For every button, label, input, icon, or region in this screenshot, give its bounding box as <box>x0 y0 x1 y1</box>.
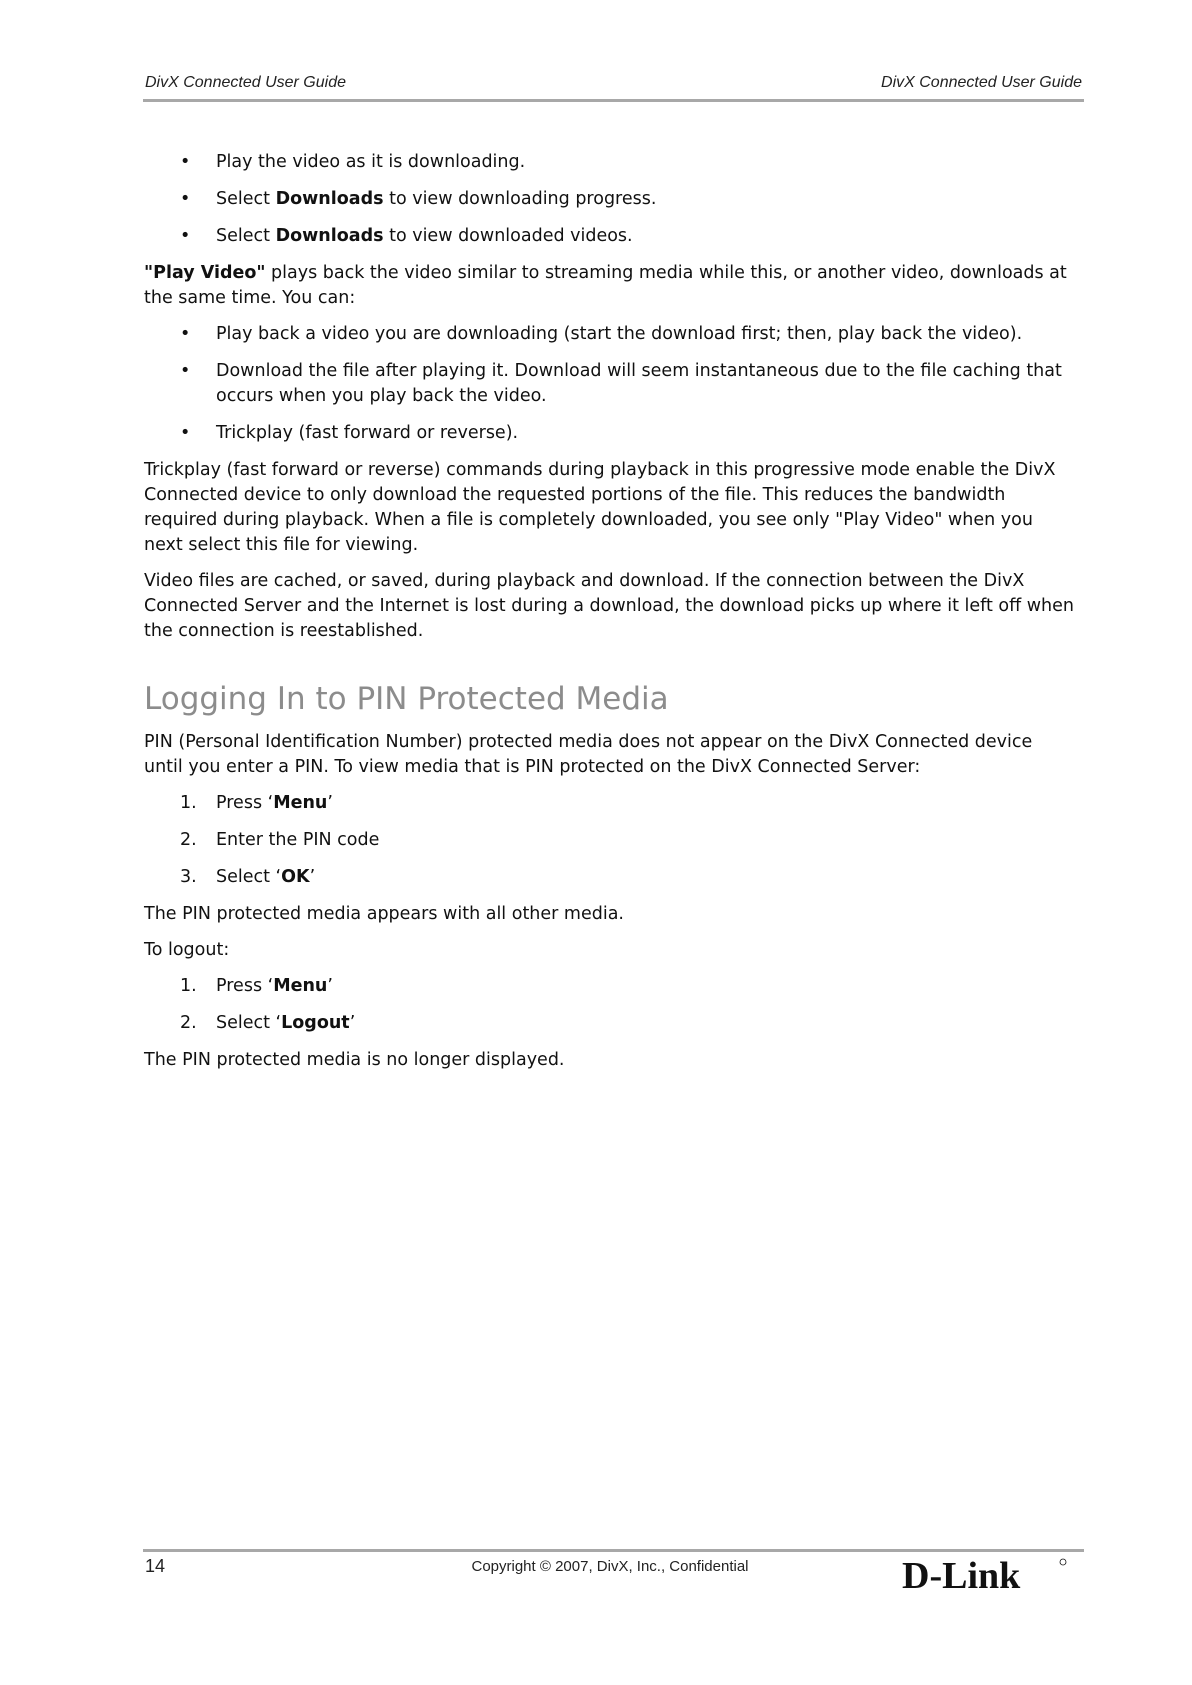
step-bold: Menu <box>273 976 328 996</box>
list-item <box>144 150 1074 175</box>
appears-paragraph: The PIN protected media appears with all other media. <box>144 904 624 924</box>
list-item-text: Download the file after playing it. Download will seem instantaneous due to the file caching that occurs when you play back the video. <box>216 361 1062 406</box>
header-left-title: DivX Connected User Guide <box>145 74 346 91</box>
step-text: ’ <box>349 1013 356 1033</box>
step-item <box>144 791 1074 816</box>
bullet-marker: • <box>180 361 191 381</box>
step-item <box>144 865 1074 890</box>
step-number: 3. <box>180 867 197 887</box>
list-item-bold: Downloads <box>275 189 384 209</box>
page-content <box>144 150 1074 1084</box>
page-header <box>145 74 1082 96</box>
list-item-text: Play back a video you are downloading (start the download first; then, play back the video). <box>216 324 1023 344</box>
trickplay-paragraph: Trickplay (fast forward or reverse) commands during playback in this progressive mode enable the DivX Connected device to only download the requested portions of the file. This reduces the bandwidth required during playback. When a file is completely downloaded, you see only "Play Video" when you next select this file for viewing. <box>144 460 1056 555</box>
step-text: Enter the PIN code <box>216 830 380 850</box>
list-item <box>144 359 1074 409</box>
step-text: Press ‘ <box>216 976 274 996</box>
step-number: 2. <box>180 830 197 850</box>
list-item-text: to view downloaded videos. <box>383 226 633 246</box>
play-video-label: "Play Video" <box>144 263 266 283</box>
download-bullet-list <box>144 150 1074 249</box>
list-item <box>144 421 1074 446</box>
paragraph-text: plays back the video similar to streaming media while this, or another video, downloads at the same time. You can: <box>144 263 1067 308</box>
bullet-marker: • <box>180 152 191 172</box>
list-item-text: Play the video as it is downloading. <box>216 152 526 172</box>
copyright-notice: Copyright © 2007, DivX, Inc., Confidential <box>471 1558 749 1575</box>
logout-paragraph: To logout: <box>144 940 230 960</box>
step-number: 2. <box>180 1013 197 1033</box>
step-item <box>144 1011 1074 1036</box>
play-video-paragraph <box>144 261 1074 311</box>
pin-intro-paragraph: PIN (Personal Identification Number) protected media does not appear on the DivX Connected device until you enter a PIN. To view media that is PIN protected on the DivX Connected Server: <box>144 732 1033 777</box>
header-right-title: DivX Connected User Guide <box>881 74 1082 91</box>
dlink-logo-text: D-Link <box>902 1555 1021 1596</box>
bullet-marker: • <box>180 423 191 443</box>
logout-steps-list <box>144 974 1074 1036</box>
header-divider <box>143 99 1084 102</box>
step-number: 1. <box>180 976 197 996</box>
step-text: Select ‘ <box>216 1013 282 1033</box>
step-item <box>144 974 1074 999</box>
step-text: ’ <box>327 793 333 813</box>
step-item <box>144 828 1074 853</box>
step-bold: OK <box>281 867 310 887</box>
login-steps-list <box>144 791 1074 890</box>
step-text: Press ‘ <box>216 793 274 813</box>
cache-paragraph: Video files are cached, or saved, during playback and download. If the connection between the DivX Connected Server and the Internet is lost during a download, the download picks up where it left off when the connection is reestablished. <box>144 571 1074 641</box>
list-item <box>144 187 1074 212</box>
step-text: ’ <box>309 867 316 887</box>
no-longer-paragraph: The PIN protected media is no longer displayed. <box>144 1050 565 1070</box>
step-number: 1. <box>180 793 197 813</box>
list-item-text: Select <box>216 226 276 246</box>
bullet-marker: • <box>180 189 191 209</box>
section-heading: Logging In to PIN Protected Media <box>144 681 669 717</box>
bullet-marker: • <box>180 324 191 344</box>
step-bold: Logout <box>281 1013 350 1033</box>
list-item-bold: Downloads <box>275 226 384 246</box>
step-text: Select ‘ <box>216 867 282 887</box>
registered-mark-icon <box>1060 1559 1066 1565</box>
bullet-marker: • <box>180 226 191 246</box>
step-bold: Menu <box>273 793 328 813</box>
list-item-text: Trickplay (fast forward or reverse). <box>216 423 519 443</box>
list-item <box>144 322 1074 347</box>
list-item-text: to view downloading progress. <box>383 189 657 209</box>
playback-bullet-list <box>144 322 1074 446</box>
dlink-logo <box>900 1552 1070 1596</box>
step-text: ’ <box>327 976 333 996</box>
list-item <box>144 224 1074 249</box>
page-number: 14 <box>145 1556 166 1576</box>
list-item-text: Select <box>216 189 276 209</box>
